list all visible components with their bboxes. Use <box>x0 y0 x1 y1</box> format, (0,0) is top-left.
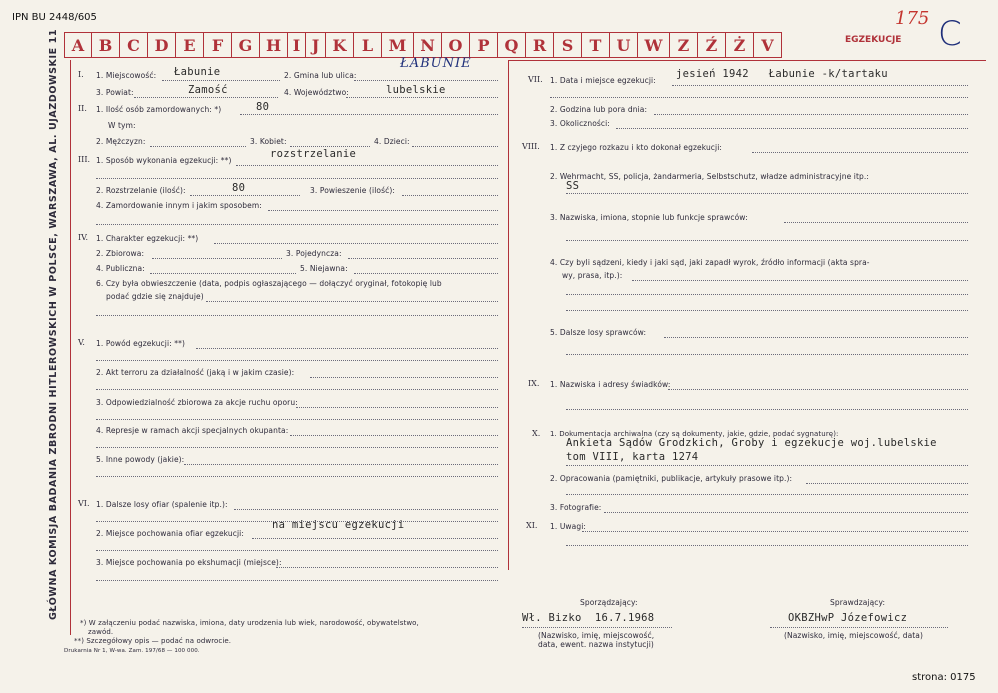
line-powod-2 <box>96 360 498 361</box>
section-iii-number: III. <box>78 155 91 164</box>
alphabet-letter: G <box>232 32 260 58</box>
alphabet-letter: U <box>610 32 638 58</box>
alphabet-letter: D <box>148 32 176 58</box>
value-powiat: Zamość <box>188 84 228 96</box>
label-obwieszczenie-2: podać gdzie się znajduje) <box>106 292 204 301</box>
label-sadzeni: 4. Czy byli sądzeni, kiedy i jaki sąd, jaki zapadł wyrok, źródło informacji (akta spra- <box>550 258 870 267</box>
section-xi-number: XI. <box>526 521 538 530</box>
line-opracowania <box>806 483 968 484</box>
author-caption-1: (Nazwisko, imię, miejscowość, <box>538 631 655 640</box>
label-data-miejsce: 1. Data i miejsce egzekucji: <box>550 76 656 85</box>
value-wehrmacht: SS <box>566 180 580 192</box>
hand-place-name: ŁABUNIE <box>400 56 472 71</box>
line-zamordowanie-2 <box>96 224 498 225</box>
label-dalsze-losy-sprawcow: 5. Dalsze losy sprawców: <box>550 328 647 337</box>
author-value: Wł. Bizko 16.7.1968 <box>522 612 655 624</box>
line-sposob <box>236 165 498 166</box>
label-charakter: 1. Charakter egzekucji: **) <box>96 234 199 243</box>
label-wehrmacht: 2. Wehrmacht, SS, policja, żandarmeria, Selbstschutz, władze administracyjne itp.: <box>550 172 869 181</box>
line-godzina <box>654 114 968 115</box>
line-sadzeni <box>632 280 968 281</box>
alphabet-letter: H <box>260 32 288 58</box>
label-dzieci: 4. Dzieci: <box>374 137 410 146</box>
line-wojewodztwo <box>346 97 498 98</box>
alphabet-letter: I <box>288 32 306 58</box>
line-represje-2 <box>96 447 498 448</box>
label-powod: 1. Powód egzekucji: **) <box>96 339 185 348</box>
hand-letter: C <box>938 14 962 54</box>
alphabet-letter: W <box>638 32 670 58</box>
line-inne-powody-2 <box>96 476 498 477</box>
line-charakter <box>214 243 498 244</box>
checker-caption: (Nazwisko, imię, miejscowość, data) <box>784 631 924 640</box>
footnote-1: *) W załączeniu podać nazwiska, imiona, daty urodzenia lub wiek, narodowość, obywatelstwo, <box>80 619 419 627</box>
alphabet-letter: O <box>442 32 470 58</box>
label-gmina: 2. Gmina lub ulica: <box>284 71 357 80</box>
label-zamordowanie: 4. Zamordowanie innym i jakim sposobem: <box>96 201 262 210</box>
institution-sidebar: GŁÓWNA KOMISJA BADANIA ZBRODNI HITLEROWSKICH W POLSCE, WARSZAWA, AL. UJAZDOWSKIE 11 <box>48 28 59 620</box>
line-pojedyncza <box>348 258 498 259</box>
line-obwieszczenie <box>206 301 498 302</box>
line-checker <box>770 627 948 628</box>
checker-label: Sprawdzający: <box>830 598 886 607</box>
line-represje <box>290 435 498 436</box>
alphabet-letter: L <box>354 32 382 58</box>
line-uwagi-2 <box>566 545 968 546</box>
alphabet-letter: P <box>470 32 498 58</box>
label-miejsce-pochowania: 2. Miejsce pochowania ofiar egzekucji: <box>96 529 244 538</box>
alphabet-letter: J <box>306 32 326 58</box>
page-number: strona: 0175 <box>912 672 976 683</box>
label-w-tym: W tym: <box>108 121 136 130</box>
label-nazwiska-sprawcow: 3. Nazwiska, imiona, stopnie lub funkcje sprawców: <box>550 213 748 222</box>
label-sposob: 1. Sposób wykonania egzekucji: **) <box>96 156 232 165</box>
line-inne-powody <box>184 464 498 465</box>
line-nazwiska-sprawcow <box>784 222 968 223</box>
alphabet-letter: Ź <box>698 32 726 58</box>
author-caption-2: data, ewent. nazwa instytucji) <box>538 640 654 649</box>
label-odpowiedzialnosc: 3. Odpowiedzialność zbiorowa za akcje ruchu oporu: <box>96 398 298 407</box>
alphabet-letter: A <box>64 32 92 58</box>
alphabet-letter: Z <box>670 32 698 58</box>
value-miejsce-pochowania: na miejscu egzekucji <box>272 519 405 531</box>
label-po-ekshumacji: 3. Miejsce pochowania po ekshumacji (miejsce): <box>96 558 282 567</box>
value-dokumentacja-2: tom VIII, karta 1274 <box>566 451 699 463</box>
label-kobiet: 3. Kobiet: <box>250 137 287 146</box>
line-uwagi <box>582 531 968 532</box>
line-miejsce-pochowania <box>252 538 498 539</box>
label-uwagi: 1. Uwagi: <box>550 522 587 531</box>
label-represje: 4. Represje w ramach akcji specjalnych okupanta: <box>96 426 289 435</box>
line-obwieszczenie-2 <box>96 315 498 316</box>
label-dokumentacja: 1. Dokumentacja archiwalna (czy są dokumenty, jakie, gdzie, podać sygnaturę): <box>550 430 839 438</box>
label-swiadkowie: 1. Nazwiska i adresy świadków: <box>550 380 671 389</box>
line-gmina <box>354 80 498 81</box>
top-frame-line <box>508 60 986 61</box>
line-ilosc-osob <box>240 114 498 115</box>
line-odpowiedzialnosc <box>296 407 498 408</box>
label-dalsze-losy: 1. Dalsze losy ofiar (spalenie itp.): <box>96 500 228 509</box>
label-rozkaz: 1. Z czyjego rozkazu i kto dokonał egzekucji: <box>550 143 723 152</box>
alphabet-letter: R <box>526 32 554 58</box>
line-swiadkowie-2 <box>566 409 968 410</box>
printer-note: Drukarnia Nr 1, W-wa. Zam. 197/68 — 100 000. <box>64 648 200 654</box>
label-pojedyncza: 3. Pojedyncza: <box>286 249 342 258</box>
line-data-miejsce-2 <box>550 97 968 98</box>
line-zbiorowa <box>152 258 282 259</box>
alphabet-letter: Q <box>498 32 526 58</box>
line-powod <box>196 348 498 349</box>
section-i-number: I. <box>78 70 84 79</box>
label-niejawna: 5. Niejawna: <box>300 264 348 273</box>
label-inne-powody: 5. Inne powody (jakie): <box>96 455 185 464</box>
alphabet-letter: B <box>92 32 120 58</box>
line-swiadkowie <box>668 389 968 390</box>
line-odpowiedzialnosc-2 <box>96 419 498 420</box>
alphabet-letter: K <box>326 32 354 58</box>
alphabet-letter: M <box>382 32 414 58</box>
line-publiczna <box>150 273 296 274</box>
section-viii-number: VIII. <box>522 142 540 151</box>
label-fotografie: 3. Fotografie: <box>550 503 602 512</box>
line-po-ekshumacji <box>276 567 498 568</box>
value-sposob: rozstrzelanie <box>270 148 357 160</box>
alphabet-letter: Ż <box>726 32 754 58</box>
line-powiat <box>134 97 278 98</box>
label-powiat: 3. Powiat: <box>96 88 134 97</box>
line-data-miejsce <box>672 85 968 86</box>
label-opracowania: 2. Opracowania (pamiętniki, publikacje, artykuły prasowe itp.): <box>550 474 793 483</box>
line-dalsze-losy-sprawcow-2 <box>566 354 968 355</box>
value-wojewodztwo: lubelskie <box>386 84 446 96</box>
section-ix-number: IX. <box>528 379 540 388</box>
alphabet-letter: V <box>754 32 782 58</box>
checker-value: OKBZHwP Józefowicz <box>788 612 908 624</box>
line-fotografie <box>604 512 968 513</box>
line-wehrmacht <box>566 193 968 194</box>
label-rozstrzelanie: 2. Rozstrzelanie (ilość): <box>96 186 186 195</box>
line-akt-terroru-2 <box>96 389 498 390</box>
label-sadzeni-2: wy, prasa, itp.): <box>562 271 623 280</box>
line-miejscowosc <box>162 80 280 81</box>
line-sposob-2 <box>96 178 498 179</box>
line-dzieci <box>412 146 498 147</box>
line-powieszenie <box>402 195 498 196</box>
value-data-miejsce: jesień 1942 Łabunie -k/tartaku <box>676 68 888 80</box>
label-publiczna: 4. Publiczna: <box>96 264 145 273</box>
line-po-ekshumacji-2 <box>96 580 498 581</box>
line-sadzeni-3 <box>566 310 968 311</box>
label-powieszenie: 3. Powieszenie (ilość): <box>310 186 395 195</box>
section-v-number: V. <box>78 338 85 347</box>
label-obwieszczenie: 6. Czy była obwieszczenie (data, podpis ogłaszającego — dołączyć oryginał, fotokopię lub <box>96 279 442 288</box>
footnote-1-cont: zawód. <box>88 628 114 636</box>
line-author <box>522 627 672 628</box>
hand-number: 175 <box>895 8 930 29</box>
line-miejsce-pochowania-2 <box>96 550 498 551</box>
line-nazwiska-sprawcow-2 <box>566 240 968 241</box>
line-opracowania-2 <box>566 494 968 495</box>
section-x-number: X. <box>532 429 541 438</box>
alphabet-index <box>64 32 782 58</box>
label-wojewodztwo: 4. Województwo: <box>284 88 349 97</box>
line-mezczyzn <box>150 146 246 147</box>
label-ilosc-osob: 1. Ilość osób zamordowanych: *) <box>96 105 222 114</box>
line-rozstrzelanie <box>190 195 300 196</box>
author-label: Sporządzający: <box>580 598 638 607</box>
ipn-reference: IPN BU 2448/605 <box>12 12 97 23</box>
label-mezczyzn: 2. Mężczyzn: <box>96 137 146 146</box>
alphabet-letter: S <box>554 32 582 58</box>
alphabet-letter: F <box>204 32 232 58</box>
line-dalsze-losy-sprawcow <box>664 337 968 338</box>
alphabet-letter: C <box>120 32 148 58</box>
value-ilosc-osob: 80 <box>256 101 270 113</box>
line-okolicznosci <box>616 128 968 129</box>
label-akt-terroru: 2. Akt terroru za działalność (jaką i w jakim czasie): <box>96 368 295 377</box>
value-rozstrzelanie: 80 <box>232 182 246 194</box>
line-niejawna <box>354 273 498 274</box>
alphabet-letter: T <box>582 32 610 58</box>
line-akt-terroru <box>310 377 498 378</box>
center-divider-line <box>508 60 509 570</box>
value-dokumentacja-1: Ankieta Sądów Grodzkich, Groby i egzekucje woj.lubelskie <box>566 437 937 449</box>
category-label: EGZEKUCJE <box>845 35 902 45</box>
left-margin-line <box>70 60 71 635</box>
value-miejscowosc: Łabunie <box>174 66 221 78</box>
alphabet-letter: E <box>176 32 204 58</box>
line-sadzeni-2 <box>566 294 968 295</box>
line-rozkaz <box>752 152 968 153</box>
line-dokumentacja <box>566 465 968 466</box>
footnote-2: **) Szczegółowy opis — podać na odwrocie. <box>74 637 232 645</box>
label-godzina: 2. Godzina lub pora dnia: <box>550 105 648 114</box>
line-zamordowanie <box>268 210 498 211</box>
section-ii-number: II. <box>78 104 87 113</box>
line-dalsze-losy <box>234 509 498 510</box>
alphabet-letter: N <box>414 32 442 58</box>
line-kobiet <box>290 146 370 147</box>
section-vii-number: VII. <box>528 75 543 84</box>
label-zbiorowa: 2. Zbiorowa: <box>96 249 145 258</box>
label-miejscowosc: 1. Miejscowość: <box>96 71 157 80</box>
section-iv-number: IV. <box>78 233 89 242</box>
section-vi-number: VI. <box>78 499 90 508</box>
label-okolicznosci: 3. Okoliczności: <box>550 119 610 128</box>
